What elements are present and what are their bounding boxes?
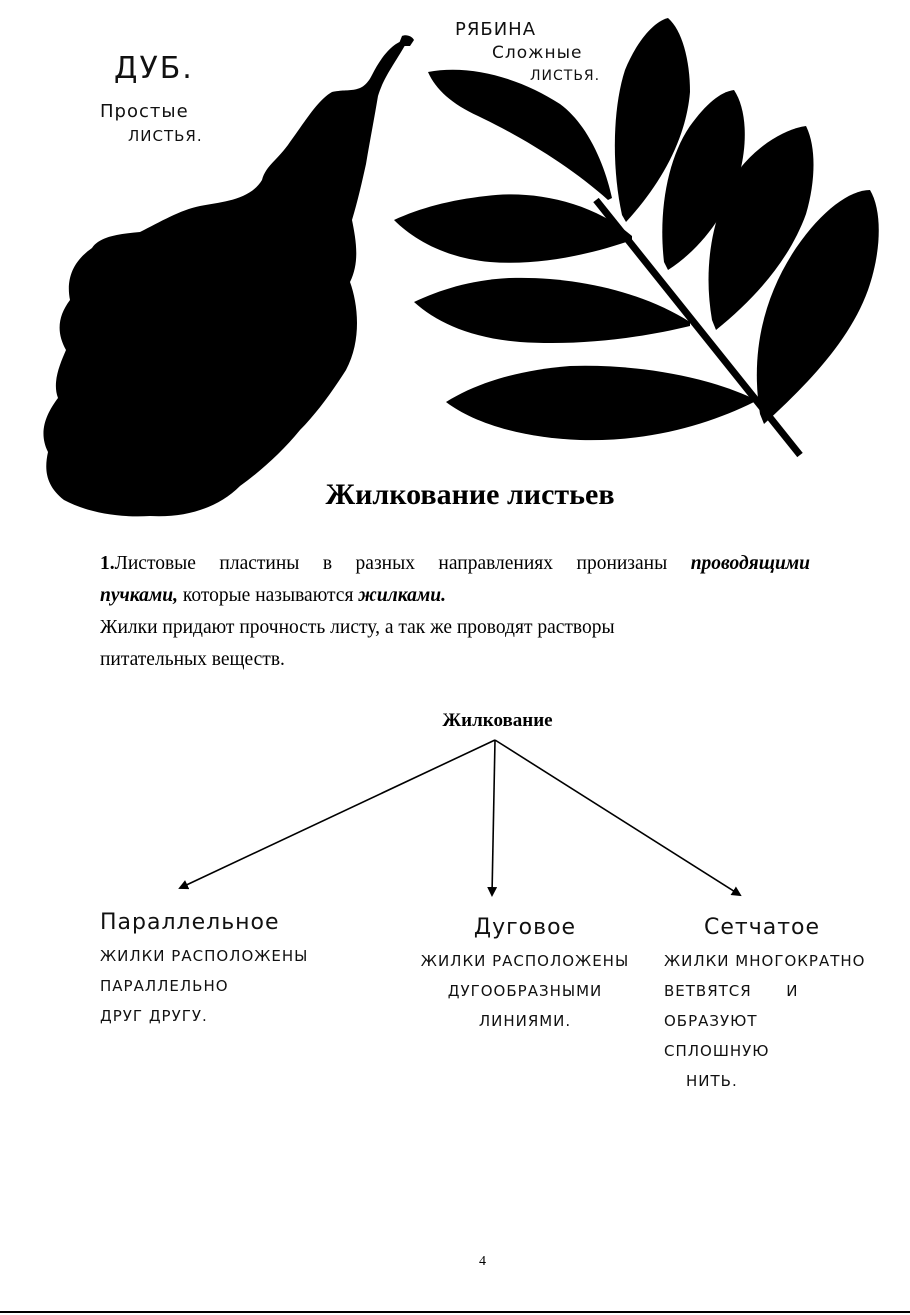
intro-term: проводящими	[690, 553, 810, 574]
branch-text: ДРУГ ДРУГУ.	[100, 1007, 208, 1025]
branch-text: ДУГООБРАЗНЫМИ	[447, 982, 603, 1000]
oak-subtitle: Простые	[100, 101, 189, 122]
arrow-to-arc	[492, 740, 495, 895]
branch-text: ЖИЛКИ МНОГОКРАТНО	[664, 952, 866, 970]
branch-text: ОБРАЗУЮТ	[664, 1012, 758, 1030]
arrow-to-parallel	[180, 740, 495, 888]
branch-arc	[420, 915, 630, 1030]
intro-paragraph	[100, 548, 810, 676]
intro-text: Листовые пластины в разных направлениях пронизаны	[114, 553, 691, 574]
branch-title: Дуговое	[473, 915, 577, 940]
branch-reticulate	[664, 915, 865, 1090]
rowan-subtitle: Сложные	[492, 43, 583, 63]
intro-line-3: Жилки придают прочность листу, а так же проводят растворы	[100, 617, 615, 638]
rowan-leaf-silhouette	[394, 18, 879, 455]
branch-text: ЖИЛКИ РАСПОЛОЖЕНЫ	[100, 947, 309, 965]
oak-title: ДУБ.	[114, 51, 194, 86]
page-number: 4	[479, 1254, 486, 1269]
oak-subtitle-line2: ЛИСТЬЯ.	[128, 127, 203, 145]
branch-text: СПЛОШНУЮ	[664, 1042, 770, 1060]
arrow-to-reticulate	[495, 740, 740, 895]
diagram-root: Жилкование	[442, 710, 553, 731]
branch-title: Сетчатое	[704, 915, 821, 940]
intro-text: которые называются	[177, 585, 359, 606]
intro-line-1	[100, 548, 810, 580]
intro-term: жилками.	[358, 585, 446, 606]
branch-text: НИТЬ.	[686, 1072, 738, 1090]
intro-line-2	[100, 580, 810, 612]
intro-number: 1.	[100, 553, 115, 574]
intro-term: пучками,	[100, 585, 178, 606]
rowan-subtitle-line2: ЛИСТЬЯ.	[530, 68, 601, 84]
bottom-rule	[0, 1311, 910, 1313]
branch-parallel	[100, 910, 308, 1025]
branch-title: Параллельное	[100, 910, 280, 935]
diagram-arrows	[0, 735, 910, 905]
branch-text: ПАРАЛЛЕЛЬНО	[100, 977, 229, 995]
page-title: Жилкование листьев	[325, 478, 615, 511]
branch-text: ВЕТВЯТСЯ И	[664, 982, 799, 1000]
branch-text: ЖИЛКИ РАСПОЛОЖЕНЫ	[420, 952, 630, 970]
rowan-title: РЯБИНА	[455, 19, 537, 40]
branch-text: ЛИНИЯМИ.	[478, 1012, 572, 1030]
intro-line-4: питательных веществ.	[100, 649, 285, 670]
